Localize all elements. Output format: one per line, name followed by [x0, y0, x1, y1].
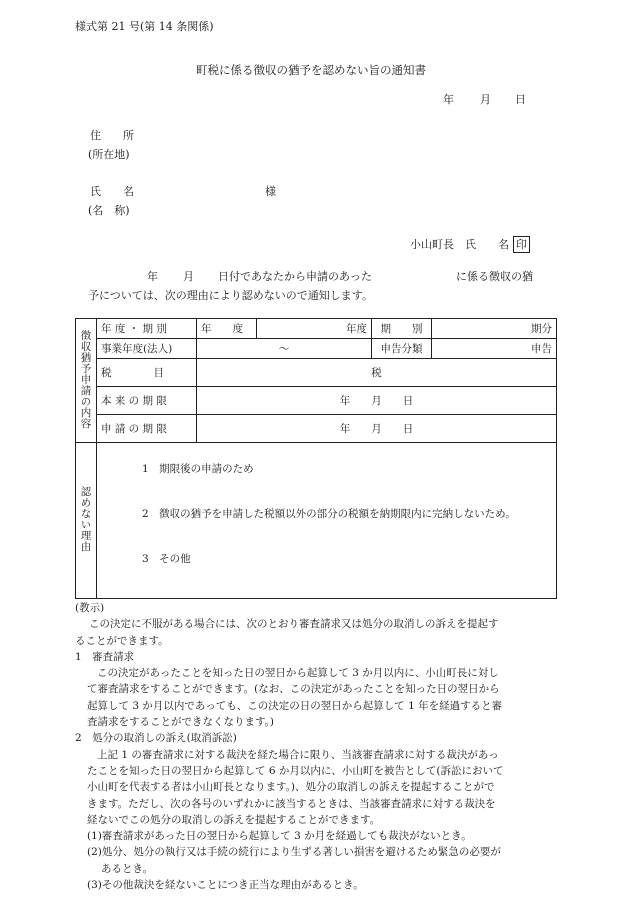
table-row [76, 387, 557, 415]
notice-line: (3)その他裁決を経ないことにつき正当な理由があるとき。 [87, 879, 364, 892]
table-row [76, 415, 557, 443]
year-period-label: 年 度 ・ 期 別 [97, 319, 197, 339]
notice-line: この決定があったことを知った日の翌日から起算して 3 か月以内に、小山町長に対し [97, 667, 499, 680]
appeal-notice [75, 600, 555, 893]
period-label: 期 別 [372, 319, 432, 339]
notice-line: 経ないでこの処分の取消しの訴えを提起することができます。 [87, 813, 381, 826]
notice-line: あるとき。 [101, 862, 154, 875]
address-label: 住 所 [90, 129, 134, 142]
notice-line: (1)審査請求があった日の翌日から起算して 3 か月を経過しても裁決がないとき。 [87, 830, 472, 843]
sender-block [410, 236, 530, 253]
application-deadline-value: 年 月 日 [197, 415, 557, 443]
table-row [76, 443, 557, 599]
filing-class-label: 申告分類 [372, 339, 432, 359]
document-title: 町税に係る徴収の猶予を認めない旨の通知書 [196, 63, 426, 77]
reason-item: 3 その他 [142, 553, 191, 565]
business-year-value: ～ [197, 339, 372, 359]
notice-line: 起算して 3 か月以内であっても、この決定の日の翌日から起算して 1 年を経過すると審 [87, 699, 503, 712]
address-sub-label: (所在地) [88, 148, 130, 161]
fiscal-year-value: 年度 [257, 319, 372, 339]
reason-item: 1 期限後の申請のため [142, 463, 254, 475]
reason-side-label: 認めない理由 [76, 443, 97, 599]
intro-text: 日付であなたから申請のあった [218, 270, 372, 283]
seal-mark: 印 [513, 236, 530, 253]
name-label: 氏 名 [90, 185, 134, 198]
date-day-label: 日 [515, 93, 526, 106]
table-row [76, 359, 557, 387]
form-number: 様式第 21 号(第 14 条関係) [75, 20, 214, 33]
notice-line: 1 審査請求 [75, 650, 135, 663]
fiscal-year-cell: 年 度 [197, 319, 257, 339]
tax-item-value: 税 [197, 359, 557, 387]
application-table [75, 318, 557, 599]
notice-line: 2 処分の取消しの訴え(取消訴訟) [75, 732, 237, 745]
tax-item-label: 税 目 [97, 359, 197, 387]
business-year-label: 事業年度(法人) [97, 339, 197, 359]
sender-title: 小山町長 氏 名 [410, 238, 509, 251]
reason-item: 2 徴収の猶予を申請した税額以外の部分の税額を納期限内に完納しないため。 [142, 508, 516, 520]
intro-line2: 予については、次の理由により認めないので通知します。 [88, 289, 373, 302]
date-year-label: 年 [443, 93, 454, 106]
notice-line: たことを知った日の翌日から起算して 6 か月以内に、小山町を被告として(訴訟において [87, 764, 504, 777]
date-month-label: 月 [480, 93, 491, 106]
notice-line: 小山町を代表する者は小山町長となります。)、処分の取消しの訴えを提起することがで [87, 781, 495, 794]
notice-heading: (教示) [75, 602, 105, 614]
intro-month: 月 [183, 270, 194, 283]
notice-line: 上記 1 の審査請求に対する裁決を経た場合に限り、当該審査請求に対する裁決があっ [97, 748, 499, 761]
period-value: 期分 [432, 319, 557, 339]
notice-line: きます。ただし、次の各号のいずれかに該当するときは、当該審査請求に対する裁決を [87, 797, 496, 810]
notice-line: て審査請求をすることができます。(なお、この決定があったことを知った日の翌日から [87, 683, 500, 696]
application-side-label: 徴収猶予申請の内容 [76, 319, 97, 443]
intro-year: 年 [147, 270, 158, 283]
table-row [76, 339, 557, 359]
table-row [76, 319, 557, 339]
name-sub-label: (名 称) [88, 204, 130, 217]
notice-line: この決定に不服がある場合には、次のとおり審査請求又は処分の取消しの訴えを提起す [89, 618, 499, 631]
application-deadline-label: 申 請 の 期 限 [97, 415, 197, 443]
original-deadline-value: 年 月 日 [197, 387, 557, 415]
notice-line: ることができます。 [75, 634, 169, 647]
name-honorific: 様 [265, 185, 276, 198]
notice-line: 査請求をすることができなくなります。) [87, 716, 275, 729]
reason-list [97, 443, 557, 599]
intro-tail: に係る徴収の猶 [456, 270, 533, 283]
filing-class-value: 申告 [432, 339, 557, 359]
original-deadline-label: 本 来 の 期 限 [97, 387, 197, 415]
notice-line: (2)処分、処分の執行又は手続の続行により生ずる著しい損害を避けるため緊急の必要が [87, 846, 501, 859]
